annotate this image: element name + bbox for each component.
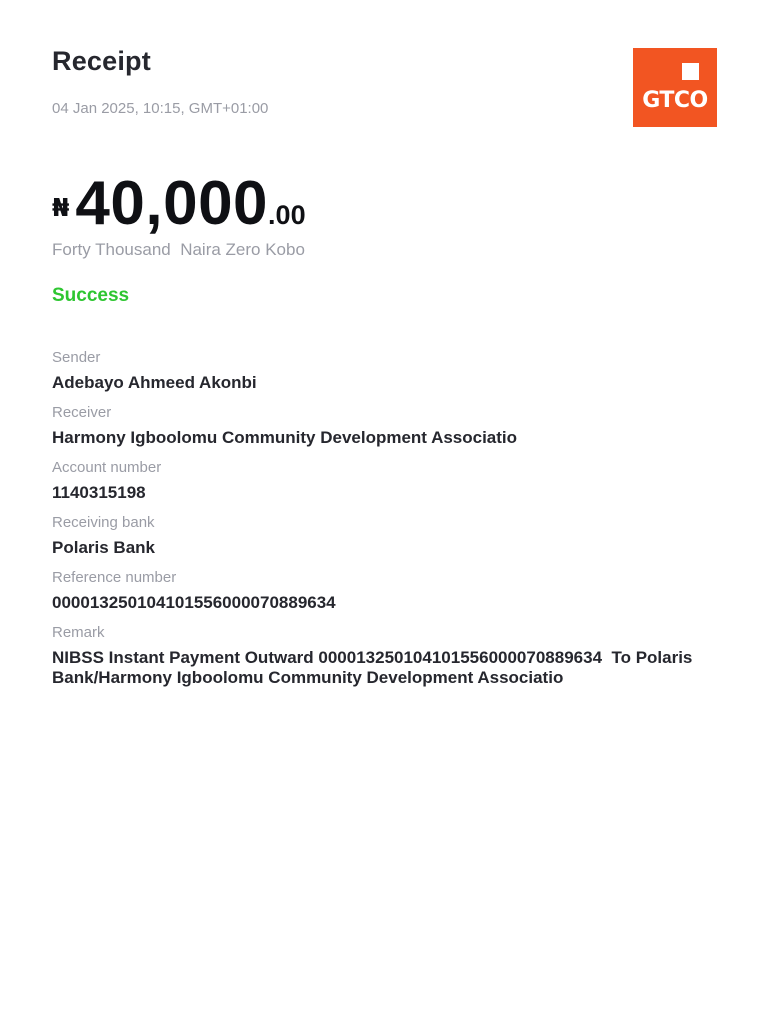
logo-square-icon (682, 63, 699, 80)
reference-number-value: 000013250104101556000070889634 (52, 593, 336, 612)
amount-minor: .00 (268, 200, 306, 230)
sender-value: Adebayo Ahmeed Akonbi (52, 373, 257, 392)
reference-number-field (52, 569, 768, 613)
remark-label: Remark (52, 624, 105, 641)
account-number-label: Account number (52, 459, 162, 476)
receiver-label: Receiver (52, 404, 112, 421)
receiving-bank-label: Receiving bank (52, 514, 155, 531)
gtco-logo (633, 48, 717, 127)
status-text: Success (52, 285, 130, 306)
logo-text: GTCO (642, 88, 708, 113)
receiving-bank-field (52, 514, 768, 558)
sender-field (52, 349, 768, 393)
naira-icon: ₦ (52, 193, 70, 222)
reference-number-label: Reference number (52, 569, 177, 586)
receiving-bank-value: Polaris Bank (52, 538, 155, 557)
sender-label: Sender (52, 349, 101, 366)
amount-in-words: Forty Thousand Naira Zero Kobo (52, 240, 305, 259)
transaction-details (52, 349, 768, 699)
receiver-field (52, 404, 768, 448)
account-number-value: 1140315198 (52, 483, 146, 502)
receipt-title: Receipt (52, 46, 151, 76)
account-number-field (52, 459, 768, 503)
amount-major: 40,000 (75, 169, 269, 238)
remark-value: NIBSS Instant Payment Outward 000013250104101556000070889634 To Polaris Bank/Harmony Igboolomu Community Development Associatio (52, 648, 698, 687)
remark-field (52, 624, 768, 688)
receiver-value: Harmony Igboolomu Community Development Associatio (52, 428, 518, 447)
amount-display (52, 168, 306, 239)
receipt-timestamp: 04 Jan 2025, 10:15, GMT+01:00 (52, 100, 269, 117)
